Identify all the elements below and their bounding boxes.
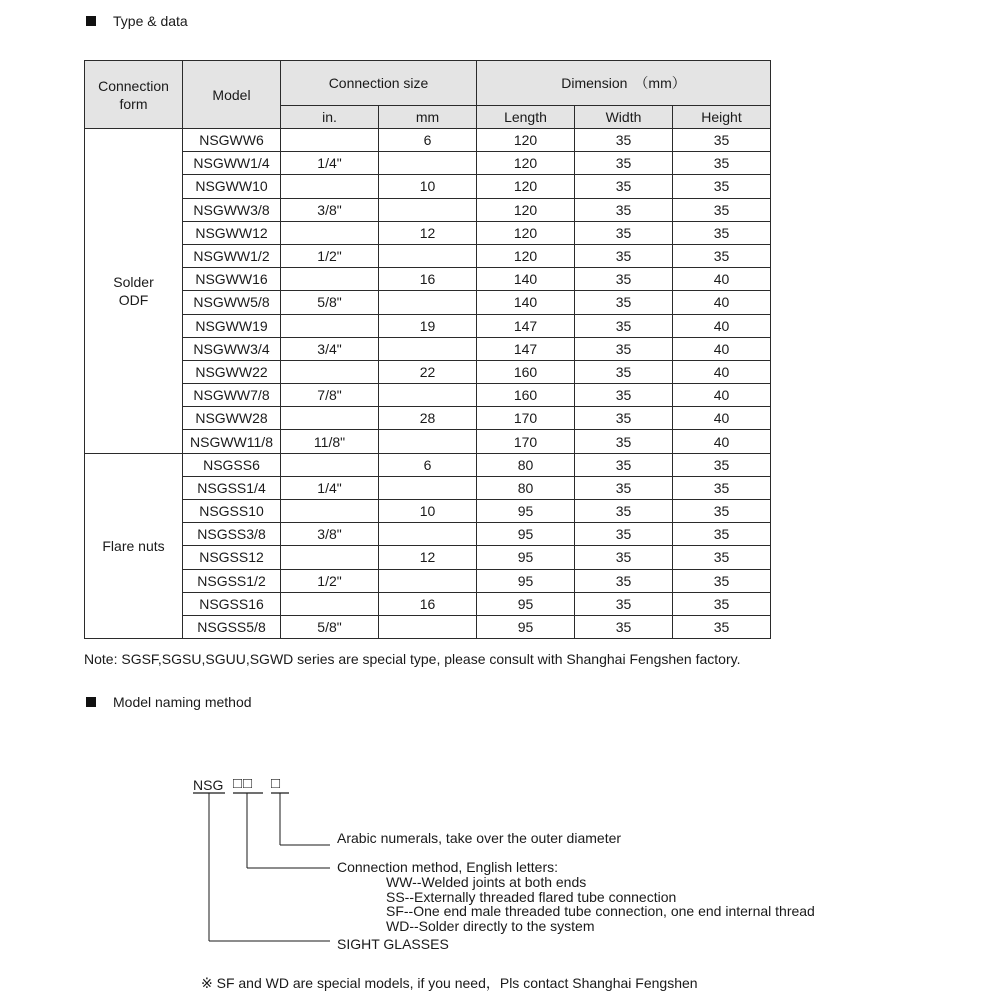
length-cell: 120 <box>477 221 575 244</box>
bullet-square-icon <box>86 697 96 707</box>
height-cell: 35 <box>673 476 771 499</box>
table-row <box>85 314 771 337</box>
width-cell: 35 <box>575 268 673 291</box>
length-cell: 120 <box>477 175 575 198</box>
bullet-square-icon <box>86 16 96 26</box>
naming-ss: SS--Externally threaded flared tube connection <box>386 889 677 905</box>
width-cell: 35 <box>575 221 673 244</box>
mm-cell <box>379 198 477 221</box>
width-cell: 35 <box>575 314 673 337</box>
width-cell: 35 <box>575 500 673 523</box>
height-cell: 35 <box>673 198 771 221</box>
table-row <box>85 198 771 221</box>
length-cell: 147 <box>477 314 575 337</box>
height-cell: 40 <box>673 314 771 337</box>
length-cell: 95 <box>477 592 575 615</box>
mm-cell <box>379 337 477 360</box>
height-cell: 35 <box>673 244 771 267</box>
mm-cell <box>379 291 477 314</box>
width-cell: 35 <box>575 337 673 360</box>
model-cell: NSGSS12 <box>183 546 281 569</box>
length-cell: 160 <box>477 360 575 383</box>
inch-cell: 7/8" <box>281 384 379 407</box>
width-cell: 35 <box>575 384 673 407</box>
model-cell: NSGSS1/4 <box>183 476 281 499</box>
model-cell: NSGWW28 <box>183 407 281 430</box>
header-mm: mm <box>379 106 477 129</box>
model-cell: NSGWW7/8 <box>183 384 281 407</box>
table-row <box>85 360 771 383</box>
inch-cell: 1/2" <box>281 569 379 592</box>
length-cell: 140 <box>477 291 575 314</box>
mm-cell: 6 <box>379 453 477 476</box>
mm-cell <box>379 523 477 546</box>
height-cell: 40 <box>673 407 771 430</box>
model-cell: NSGWW11/8 <box>183 430 281 453</box>
inch-cell <box>281 546 379 569</box>
table-row <box>85 337 771 360</box>
length-cell: 95 <box>477 569 575 592</box>
width-cell: 35 <box>575 476 673 499</box>
mm-cell <box>379 430 477 453</box>
mm-cell: 28 <box>379 407 477 430</box>
model-cell: NSGSS16 <box>183 592 281 615</box>
connection-form-cell <box>85 129 183 454</box>
table-row <box>85 546 771 569</box>
inch-cell: 3/8" <box>281 523 379 546</box>
mm-cell: 12 <box>379 546 477 569</box>
inch-cell <box>281 592 379 615</box>
height-cell: 35 <box>673 453 771 476</box>
section-heading-naming <box>86 694 252 710</box>
length-cell: 140 <box>477 268 575 291</box>
length-cell: 95 <box>477 615 575 638</box>
length-cell: 147 <box>477 337 575 360</box>
length-cell: 80 <box>477 453 575 476</box>
mm-cell: 16 <box>379 268 477 291</box>
table-row <box>85 175 771 198</box>
connection-form-label: Solder <box>113 273 154 290</box>
width-cell: 35 <box>575 407 673 430</box>
table-row <box>85 592 771 615</box>
width-cell: 35 <box>575 244 673 267</box>
model-cell: NSGWW1/2 <box>183 244 281 267</box>
mm-cell <box>379 152 477 175</box>
height-cell: 35 <box>673 615 771 638</box>
header-connection-form: Connection form <box>85 61 183 129</box>
mm-cell: 22 <box>379 360 477 383</box>
table-row <box>85 615 771 638</box>
connection-form-label: Flare nuts <box>102 537 165 554</box>
length-cell: 95 <box>477 500 575 523</box>
model-cell: NSGSS6 <box>183 453 281 476</box>
inch-cell <box>281 500 379 523</box>
width-cell: 35 <box>575 291 673 314</box>
table-row <box>85 476 771 499</box>
inch-cell <box>281 407 379 430</box>
length-cell: 95 <box>477 546 575 569</box>
length-cell: 160 <box>477 384 575 407</box>
inch-cell <box>281 175 379 198</box>
header-inch: in. <box>281 106 379 129</box>
inch-cell: 1/4" <box>281 476 379 499</box>
mm-cell <box>379 615 477 638</box>
length-cell: 95 <box>477 523 575 546</box>
naming-footnote: ※ SF and WD are special models, if you need，Pls contact Shanghai Fengshen <box>201 975 698 991</box>
naming-box-3: □ <box>271 775 281 792</box>
inch-cell: 5/8" <box>281 291 379 314</box>
width-cell: 35 <box>575 546 673 569</box>
height-cell: 35 <box>673 221 771 244</box>
naming-ww: WW--Welded joints at both ends <box>386 874 587 890</box>
table-body <box>85 129 771 639</box>
height-cell: 35 <box>673 152 771 175</box>
height-cell: 40 <box>673 430 771 453</box>
width-cell: 35 <box>575 360 673 383</box>
header-connection-size: Connection size <box>281 61 477 106</box>
inch-cell: 1/2" <box>281 244 379 267</box>
inch-cell <box>281 360 379 383</box>
header-model: Model <box>183 61 281 129</box>
height-cell: 40 <box>673 337 771 360</box>
model-cell: NSGWW1/4 <box>183 152 281 175</box>
section-title: Model naming method <box>113 694 252 710</box>
naming-numerals: Arabic numerals, take over the outer diameter <box>337 830 622 846</box>
naming-sight-glasses: SIGHT GLASSES <box>337 936 449 952</box>
height-cell: 35 <box>673 175 771 198</box>
model-cell: NSGSS5/8 <box>183 615 281 638</box>
mm-cell: 12 <box>379 221 477 244</box>
inch-cell: 3/8" <box>281 198 379 221</box>
mm-cell: 19 <box>379 314 477 337</box>
header-height: Height <box>673 106 771 129</box>
connection-form-label: ODF <box>118 291 149 308</box>
table-row <box>85 268 771 291</box>
mm-cell: 10 <box>379 175 477 198</box>
table-row <box>85 221 771 244</box>
model-cell: NSGWW12 <box>183 221 281 244</box>
model-cell: NSGWW22 <box>183 360 281 383</box>
table-row <box>85 129 771 152</box>
height-cell: 35 <box>673 523 771 546</box>
mm-cell <box>379 384 477 407</box>
mm-cell: 16 <box>379 592 477 615</box>
length-cell: 120 <box>477 152 575 175</box>
naming-prefix: NSG <box>193 777 224 793</box>
model-cell: NSGWW16 <box>183 268 281 291</box>
naming-method: Connection method, English letters: <box>337 859 559 875</box>
width-cell: 35 <box>575 129 673 152</box>
inch-cell <box>281 314 379 337</box>
inch-cell: 1/4" <box>281 152 379 175</box>
mm-cell <box>379 476 477 499</box>
model-cell: NSGWW3/4 <box>183 337 281 360</box>
section-heading-type-data <box>86 13 188 29</box>
height-cell: 35 <box>673 500 771 523</box>
mm-cell: 6 <box>379 129 477 152</box>
inch-cell: 11/8" <box>281 430 379 453</box>
width-cell: 35 <box>575 615 673 638</box>
table-row <box>85 152 771 175</box>
table-row <box>85 244 771 267</box>
model-cell: NSGWW6 <box>183 129 281 152</box>
length-cell: 120 <box>477 244 575 267</box>
inch-cell <box>281 268 379 291</box>
table-row <box>85 500 771 523</box>
height-cell: 35 <box>673 569 771 592</box>
length-cell: 170 <box>477 407 575 430</box>
height-cell: 40 <box>673 384 771 407</box>
width-cell: 35 <box>575 453 673 476</box>
model-cell: NSGSS3/8 <box>183 523 281 546</box>
width-cell: 35 <box>575 198 673 221</box>
length-cell: 120 <box>477 129 575 152</box>
header-dimension: Dimension （mm） <box>477 61 771 106</box>
table-row <box>85 523 771 546</box>
width-cell: 35 <box>575 569 673 592</box>
height-cell: 40 <box>673 291 771 314</box>
model-cell: NSGSS1/2 <box>183 569 281 592</box>
model-cell: NSGWW19 <box>183 314 281 337</box>
table-row <box>85 453 771 476</box>
height-cell: 40 <box>673 360 771 383</box>
section-title: Type & data <box>113 13 188 29</box>
width-cell: 35 <box>575 152 673 175</box>
table-row <box>85 430 771 453</box>
height-cell: 35 <box>673 129 771 152</box>
table-row <box>85 407 771 430</box>
table-row <box>85 569 771 592</box>
type-data-table <box>84 60 771 639</box>
inch-cell <box>281 221 379 244</box>
height-cell: 35 <box>673 546 771 569</box>
width-cell: 35 <box>575 523 673 546</box>
connection-form-cell <box>85 453 183 639</box>
width-cell: 35 <box>575 175 673 198</box>
model-cell: NSGWW10 <box>183 175 281 198</box>
length-cell: 170 <box>477 430 575 453</box>
length-cell: 120 <box>477 198 575 221</box>
inch-cell: 5/8" <box>281 615 379 638</box>
height-cell: 40 <box>673 268 771 291</box>
naming-boxes-12: □□ <box>233 775 254 792</box>
mm-cell: 10 <box>379 500 477 523</box>
header-length: Length <box>477 106 575 129</box>
model-cell: NSGSS10 <box>183 500 281 523</box>
inch-cell <box>281 129 379 152</box>
model-cell: NSGWW5/8 <box>183 291 281 314</box>
model-cell: NSGWW3/8 <box>183 198 281 221</box>
height-cell: 35 <box>673 592 771 615</box>
naming-sf: SF--One end male threaded tube connection, one end internal thread <box>386 903 815 919</box>
length-cell: 80 <box>477 476 575 499</box>
header-width: Width <box>575 106 673 129</box>
mm-cell <box>379 569 477 592</box>
width-cell: 35 <box>575 592 673 615</box>
table-row <box>85 384 771 407</box>
table-note: Note: SGSF,SGSU,SGUU,SGWD series are special type, please consult with Shanghai Fengshen factory. <box>84 651 741 667</box>
inch-cell: 3/4" <box>281 337 379 360</box>
mm-cell <box>379 244 477 267</box>
inch-cell <box>281 453 379 476</box>
table-row <box>85 291 771 314</box>
width-cell: 35 <box>575 430 673 453</box>
naming-wd: WD--Solder directly to the system <box>386 918 595 934</box>
